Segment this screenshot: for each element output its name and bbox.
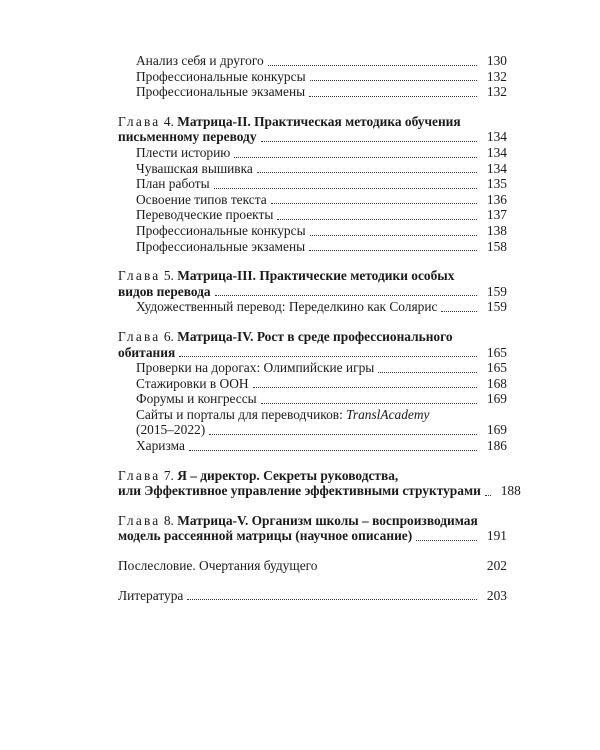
toc-entry-title (136, 407, 429, 423)
chapter-heading[interactable] (118, 114, 507, 145)
chapter-number: 6. (163, 328, 174, 344)
dot-leader (189, 450, 477, 451)
toc-entry[interactable] (118, 376, 507, 392)
toc-entry[interactable] (118, 161, 507, 177)
toc-entry-title: Профессиональные конкурсы (136, 222, 306, 238)
chapter-heading[interactable] (118, 268, 507, 299)
toc-chapter-8 (118, 513, 507, 544)
toc-literature (118, 588, 507, 604)
chapter-title: . Практическая методика обучения (247, 113, 461, 129)
chapter-number: 5. (163, 268, 174, 284)
toc-page-number: 165 (486, 344, 507, 360)
toc-page-number: 165 (486, 360, 507, 376)
toc-page-number: 136 (486, 191, 507, 207)
toc-page-number: 191 (486, 528, 507, 544)
dot-leader (309, 250, 477, 251)
toc-entry[interactable] (118, 407, 507, 423)
chapter-name: Матрица-II (177, 113, 248, 129)
toc-entry[interactable] (118, 84, 507, 100)
chapter-title: . Рост в среде профессионального (250, 328, 453, 344)
toc-chapter-6 (118, 329, 507, 454)
toc-chapter-4 (118, 114, 507, 254)
dot-leader (310, 235, 477, 236)
toc-entry-title: План работы (136, 176, 210, 192)
toc-chapter-7 (118, 467, 521, 499)
toc-section-top (118, 53, 507, 100)
toc-entry-title: Освоение типов текста (136, 191, 267, 207)
chapter-title-cont: письменному переводу (118, 129, 257, 145)
chapter-title-cont: модель рассеянной матрицы (научное описание) (118, 528, 413, 544)
chapter-heading[interactable] (118, 329, 507, 360)
toc-page-number: 134 (486, 129, 507, 145)
toc-entry-title: Литература (118, 587, 184, 603)
toc-entry-title: Стажировки в ООН (136, 375, 249, 391)
chapter-label: Глава (118, 268, 161, 284)
toc-page-number: 137 (486, 207, 507, 223)
chapter-title: . Практические методики особых (252, 268, 455, 284)
toc-entry-title: Чувашская вышивка (136, 160, 253, 176)
chapter-title-cont: обитания (118, 344, 176, 360)
dot-leader (253, 387, 477, 388)
toc-entry-title: Харизма (136, 438, 185, 454)
chapter-name: Матрица-III (177, 268, 253, 284)
chapter-heading[interactable] (118, 513, 507, 544)
toc-entry[interactable] (118, 438, 507, 454)
toc-entry[interactable] (118, 299, 507, 315)
chapter-title-cont: или Эффективное управление эффективными структурами (118, 483, 481, 499)
dot-leader (441, 311, 477, 312)
toc-entry[interactable] (118, 69, 507, 85)
chapter-number: 7. (163, 467, 174, 483)
toc-page-number: 169 (486, 391, 507, 407)
toc-page-number: 159 (486, 299, 507, 315)
toc-entry[interactable] (118, 223, 507, 239)
dot-leader (214, 188, 477, 189)
toc-entry[interactable] (118, 588, 507, 604)
toc-entry[interactable] (118, 239, 507, 255)
chapter-title: . Организм школы – воспроизводимая (244, 512, 478, 528)
toc-entry[interactable] (118, 391, 507, 407)
chapter-title: . Секреты руководства, (256, 467, 399, 483)
chapter-label: Глава (118, 328, 161, 344)
toc-entry-title-italic: TranslAcademy (346, 406, 430, 422)
toc-entry-cont[interactable] (118, 422, 507, 438)
toc-chapter-5 (118, 268, 507, 315)
toc-entry-title: Анализ себя и другого (136, 53, 264, 68)
toc-page-number: 130 (486, 53, 507, 68)
dot-leader (215, 295, 477, 296)
toc-page-number: 188 (500, 483, 521, 499)
chapter-name: Матрица-IV (177, 328, 251, 344)
toc-entry-title: Профессиональные экзамены (136, 238, 306, 254)
toc-page-number: 138 (486, 222, 507, 238)
dot-leader (261, 403, 477, 404)
chapter-title-cont: видов перевода (118, 283, 211, 299)
toc-entry[interactable] (118, 207, 507, 223)
dot-leader (378, 372, 477, 373)
toc-page-number: 134 (486, 160, 507, 176)
toc-entry[interactable] (118, 176, 507, 192)
toc-afterword (118, 558, 507, 574)
toc-entry[interactable] (118, 558, 507, 574)
toc-entry[interactable] (118, 192, 507, 208)
dot-leader (277, 219, 477, 220)
toc-entry-title: Послесловие. Очертания будущего (118, 558, 318, 574)
dot-leader (309, 96, 477, 97)
dot-leader (179, 356, 477, 357)
toc-entry-title-part: Сайты и порталы для переводчиков: (136, 406, 347, 422)
chapter-heading[interactable] (118, 467, 521, 499)
toc-entry-title: (2015–2022) (136, 422, 206, 438)
toc-entry-title: Художественный перевод: Переделкино как Солярис (136, 299, 438, 315)
chapter-number: 8. (163, 512, 174, 528)
chapter-label: Глава (118, 113, 161, 129)
toc-page-number: 202 (486, 558, 507, 574)
dot-leader (416, 540, 477, 541)
toc-page-number: 132 (486, 68, 507, 84)
toc-page-number: 169 (486, 422, 507, 438)
dot-leader (485, 495, 491, 496)
dot-leader (268, 65, 477, 66)
toc-entry-title: Профессиональные конкурсы (136, 68, 306, 84)
toc-page-number: 203 (486, 587, 507, 603)
toc-page-number: 158 (486, 238, 507, 254)
dot-leader (271, 203, 477, 204)
toc-entry[interactable] (118, 360, 507, 376)
toc-entry-title: Плести историю (136, 144, 231, 160)
chapter-label: Глава (118, 467, 161, 483)
toc-page-number: 186 (486, 438, 507, 454)
toc-entry-title: Проверки на дорогах: Олимпийские игры (136, 360, 375, 376)
dot-leader (310, 80, 477, 81)
dot-leader (209, 434, 477, 435)
chapter-label: Глава (118, 512, 161, 528)
chapter-name: Я – директор (177, 467, 257, 483)
toc-page-number: 132 (486, 84, 507, 100)
dot-leader (261, 141, 477, 142)
dot-leader (187, 599, 477, 600)
table-of-contents (118, 53, 521, 603)
dot-leader (234, 157, 477, 158)
chapter-number: 4. (163, 113, 174, 129)
toc-entry-title: Форумы и конгрессы (136, 391, 257, 407)
chapter-name: Матрица-V (177, 512, 245, 528)
dot-leader (257, 172, 477, 173)
toc-entry[interactable] (118, 53, 507, 69)
toc-entry-title: Профессиональные экзамены (136, 84, 306, 100)
toc-page-number: 134 (486, 144, 507, 160)
toc-page-number: 159 (486, 283, 507, 299)
toc-entry-title: Переводческие проекты (136, 207, 274, 223)
toc-page-number: 135 (486, 176, 507, 192)
toc-entry[interactable] (118, 145, 507, 161)
toc-page-number: 168 (486, 375, 507, 391)
